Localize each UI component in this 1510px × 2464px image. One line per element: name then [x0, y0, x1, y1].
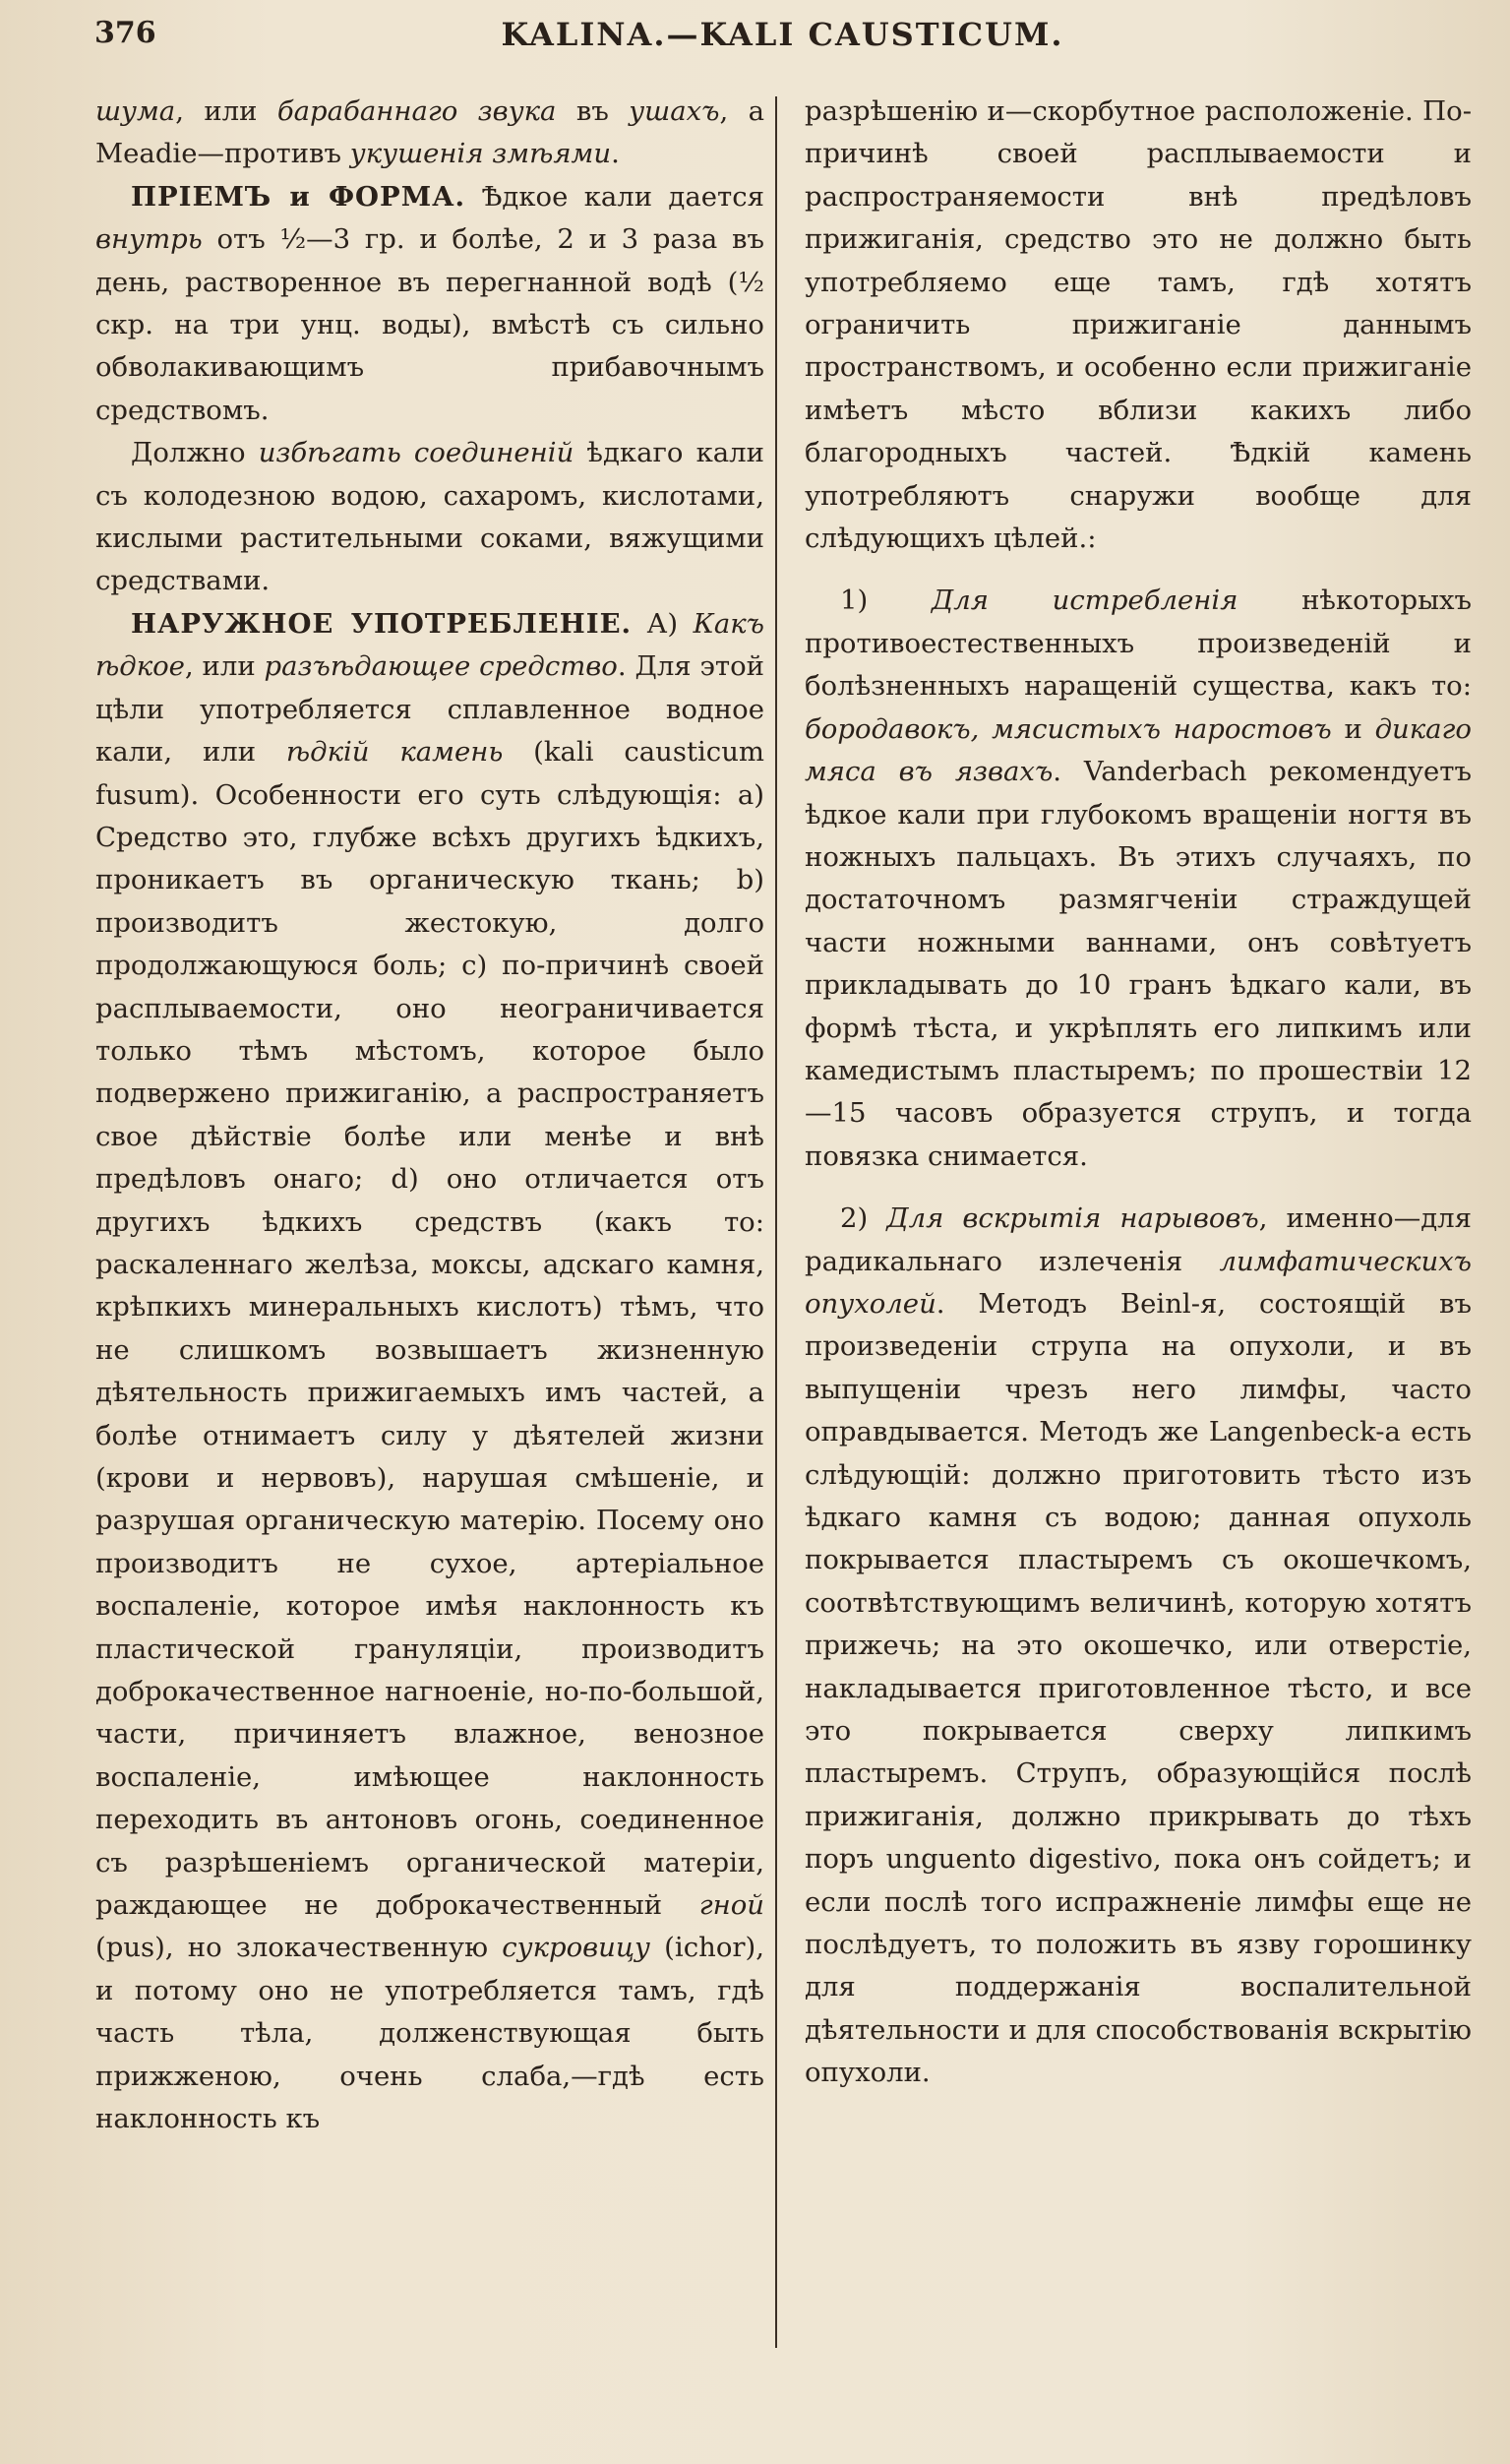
text-run: А)	[632, 607, 694, 640]
text-run: сукровицу	[502, 1932, 651, 1964]
text-run: Должно	[131, 437, 259, 469]
text-run: НАРУЖНОЕ УПОТРЕБЛЕНІЕ.	[131, 607, 633, 640]
text-run: шума	[95, 95, 176, 127]
text-run: 2)	[840, 1202, 887, 1235]
paragraph	[95, 176, 764, 432]
text-run: въ	[556, 95, 630, 127]
text-run: гной	[698, 1889, 764, 1922]
text-run: . Vanderbach рекомендуетъ ѣдкое кали при глубокомъ вращеніи ногтя въ ножныхъ пальцахъ. Въ этихъ случаяхъ, по достаточномъ размягченіи страждущей части ножными ваннами, онъ совѣтуетъ прикладывать до 10 гранъ ѣдкаго кали, въ формѣ тѣста, и укрѣплять его липкимъ или камедистымъ пластыремъ; по прошествіи 12—15 часовъ образуется струпъ, и тогда повязка снимается.	[805, 756, 1472, 1172]
text-run: 1)	[840, 585, 932, 617]
right-column	[805, 91, 1472, 2095]
running-title: KALINA.—KALI CAUSTICUM.	[501, 16, 1064, 53]
left-column	[95, 91, 764, 2141]
text-run: бородавокъ, мясистыхъ наростовъ	[805, 712, 1332, 745]
text-run: ѣдкій камень	[285, 736, 504, 769]
text-run: ПРІЕМЪ и ФОРМА.	[131, 180, 466, 213]
paragraph	[95, 432, 764, 603]
text-run: . Для этой цѣли употребляется сплавленное водное кали, или	[95, 650, 764, 769]
column-rule	[775, 96, 777, 2348]
text-run: Какъ ѣдкое	[95, 607, 764, 683]
text-run: Для вскрытія нарывовъ	[886, 1202, 1259, 1235]
text-run: ушахъ	[629, 95, 720, 127]
running-head	[94, 16, 1471, 63]
text-run: Для истребленія	[931, 585, 1238, 617]
page-number: 376	[94, 16, 156, 50]
paragraph	[805, 91, 1472, 560]
text-run: внутрь	[95, 223, 203, 256]
paragraph	[805, 580, 1472, 1178]
text-run: (pus), но злокачественную	[95, 1932, 503, 1964]
text-run: ѣдкаго кали съ колодезною водою, сахаромъ, кислотами, кислыми растительными соками, вяжущими средствами.	[95, 437, 764, 597]
text-run: разрѣшенію и—скорбутное расположеніе. По-причинѣ своей расплываемости и распространяемости внѣ предѣловъ прижиганія, средство это не должно быть употребляемо еще тамъ, гдѣ хотятъ ограничить прижиганіе даннымъ пространствомъ, и особенно если прижиганіе имѣетъ мѣсто вблизи какихъ либо благородныхъ частей. Ѣдкій камень употребляютъ снаружи вообще для слѣдующихъ цѣлей.:	[805, 95, 1472, 555]
text-run: , а Meadie—противъ	[95, 95, 765, 170]
text-run: разъѣдающее средство	[264, 650, 618, 683]
text-run: избѣгать соединеній	[258, 437, 574, 469]
paragraph	[805, 1198, 1472, 2095]
text-run: , именно—для радикальнаго излеченія	[805, 1202, 1472, 1277]
paragraph	[95, 91, 764, 176]
text-run: . Методъ Beinl-я, состоящій въ произведеніи струпа на опухоли, и въ выпущеніи чрезъ него лимфы, часто оправдывается. Методъ же Langenbeck-а есть слѣдующій: должно приготовить тѣсто изъ ѣдкаго камня съ водою; данная опухоль покрывается пластыремъ съ окошечкомъ, соотвѣтствующимъ величинѣ, которую хотятъ прижечь; на это окошечко, или отверстіе, накладывается приготовленное тѣсто, и все это покрывается сверху липкимъ пластыремъ. Струпъ, образующійся послѣ прижиганія, должно прикрывать до тѣхъ поръ unguento digestivo, пока онъ сойдетъ; и если послѣ того испражненіе лимфы еще не послѣдуетъ, то положить въ язву горошинку для поддержанія воспалительной дѣятельности и для способствованія вскрытію опухоли.	[805, 1287, 1472, 2089]
text-run: барабаннаго звука	[276, 95, 557, 127]
text-run: дикаго мяса въ язвахъ	[805, 712, 1472, 788]
text-run: , или	[175, 95, 277, 127]
text-run: , или	[184, 650, 265, 683]
text-run: нѣкоторыхъ противоестественныхъ произведеній и болѣзненныхъ наращеній существа, какъ то:	[805, 585, 1472, 703]
text-run: отъ ½—3 гр. и болѣе, 2 и 3 раза въ день, растворенное въ перегнанной водѣ (½ скр. на три унц. воды), вмѣстѣ съ сильно обволакивающимъ прибавочнымъ средствомъ.	[95, 223, 764, 426]
text-run: .	[611, 138, 620, 170]
text-run: (kali causticum fusum). Особенности его суть слѣдующія: а) Средство это, глубже всѣхъ другихъ ѣдкихъ, проникаетъ въ органическую ткань; b) производитъ жестокую, долго продолжающуюся боль; с) по-причинѣ своей расплываемости, оно неограничивается только тѣмъ мѣстомъ, которое было подвержено прижиганію, а распространяетъ свое дѣйствіе болѣе или менѣе и внѣ предѣловъ онаго; d) оно отличается отъ другихъ ѣдкихъ средствъ (какъ то: раскаленнаго желѣза, моксы, адскаго камня, крѣпкихъ минеральныхъ кислотъ) тѣмъ, что не слишкомъ возвышаетъ жизненную дѣятельность прижигаемыхъ имъ частей, а болѣе отнимаетъ силу у дѣятелей жизни (крови и нервовъ), нарушая смѣшеніе, и разрушая органическую матерію. Посему оно производитъ не сухое, артеріальное воспаленіе, которое имѣя наклонность къ пластической грануляціи, производитъ доброкачественное нагноеніе, но-по-большой, части, причиняетъ влажное, венозное воспаленіе, имѣющее наклонность переходить въ антоновъ огонь, соединенное съ разрѣшеніемъ органической матеріи, раждающее не доброкачественный	[95, 736, 764, 1922]
text-run: (ichor), и потому оно не употребляется тамъ, гдѣ часть тѣла, долженствующая быть прижженою, очень слаба,—гдѣ есть наклонность къ	[95, 1932, 764, 2135]
paragraph	[95, 603, 764, 2141]
text-run: и	[1331, 712, 1375, 745]
text-run: Ѣдкое кали дается	[465, 180, 764, 213]
text-run: лимфатическихъ опухолей	[805, 1245, 1472, 1320]
text-run: укушенія змѣями	[349, 138, 612, 170]
